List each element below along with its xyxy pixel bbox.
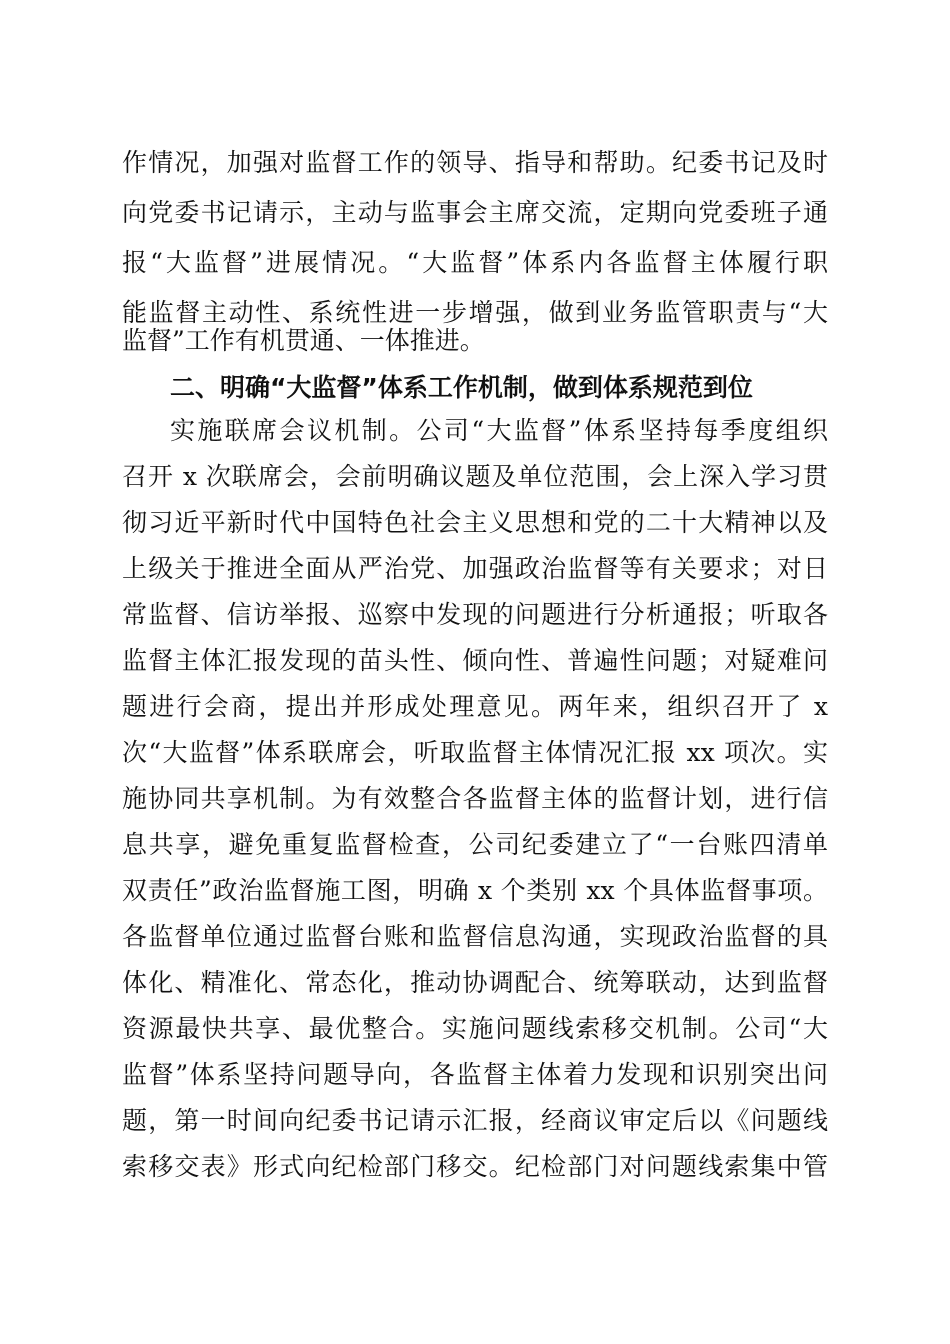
paragraph-line: 监督”工作有机贯通、一体推进。 — [122, 326, 485, 355]
paragraph-line: 能监督主动性、系统性进一步增强，做到业务监管职责与“大 — [122, 298, 828, 327]
paragraph-line: 作情况，加强对监督工作的领导、指导和帮助。纪委书记及时 — [122, 148, 828, 177]
paragraph-line: 题进行会商，提出并形成处理意见。两年来，组织召开了 x — [122, 692, 828, 721]
paragraph-line: 上级关于推进全面从严治党、加强政治监督等有关要求；对日 — [122, 554, 828, 583]
paragraph-line: 索移交表》形式向纪检部门移交。纪检部门对问题线索集中管 — [122, 1152, 828, 1181]
paragraph-line: 次“大监督”体系联席会，听取监督主体情况汇报 xx 项次。实 — [122, 738, 828, 767]
paragraph-line: 息共享，避免重复监督检查，公司纪委建立了“一台账四清单 — [122, 830, 828, 859]
paragraph-line: 报“大监督”进展情况。“大监督”体系内各监督主体履行职 — [122, 248, 828, 277]
paragraph-line: 监督主体汇报发现的苗头性、倾向性、普遍性问题；对疑难问 — [122, 646, 828, 675]
paragraph-line: 监督”体系坚持问题导向，各监督主体着力发现和识别突出问 — [122, 1060, 828, 1089]
section-heading: 二、明确“大监督”体系工作机制，做到体系规范到位 — [170, 373, 753, 402]
paragraph-line-first: 实施联席会议机制。公司“大监督”体系坚持每季度组织 — [170, 416, 828, 445]
paragraph-line: 施协同共享机制。为有效整合各监督主体的监督计划，进行信 — [122, 784, 828, 813]
paragraph-line: 常监督、信访举报、巡察中发现的问题进行分析通报；听取各 — [122, 600, 828, 629]
paragraph-line: 各监督单位通过监督台账和监督信息沟通，实现政治监督的具 — [122, 922, 828, 951]
paragraph-line: 彻习近平新时代中国特色社会主义思想和党的二十大精神以及 — [122, 508, 828, 537]
paragraph-line: 双责任”政治监督施工图，明确 x 个类别 xx 个具体监督事项。 — [122, 876, 828, 905]
paragraph-line: 题，第一时间向纪委书记请示汇报，经商议审定后以《问题线 — [122, 1106, 828, 1135]
paragraph-line: 召开 x 次联席会，会前明确议题及单位范围，会上深入学习贯 — [122, 462, 828, 491]
paragraph-line: 体化、精准化、常态化，推动协调配合、统筹联动，达到监督 — [122, 968, 828, 997]
paragraph-line: 资源最快共享、最优整合。实施问题线索移交机制。公司“大 — [122, 1014, 828, 1043]
paragraph-line: 向党委书记请示，主动与监事会主席交流，定期向党委班子通 — [122, 198, 828, 227]
